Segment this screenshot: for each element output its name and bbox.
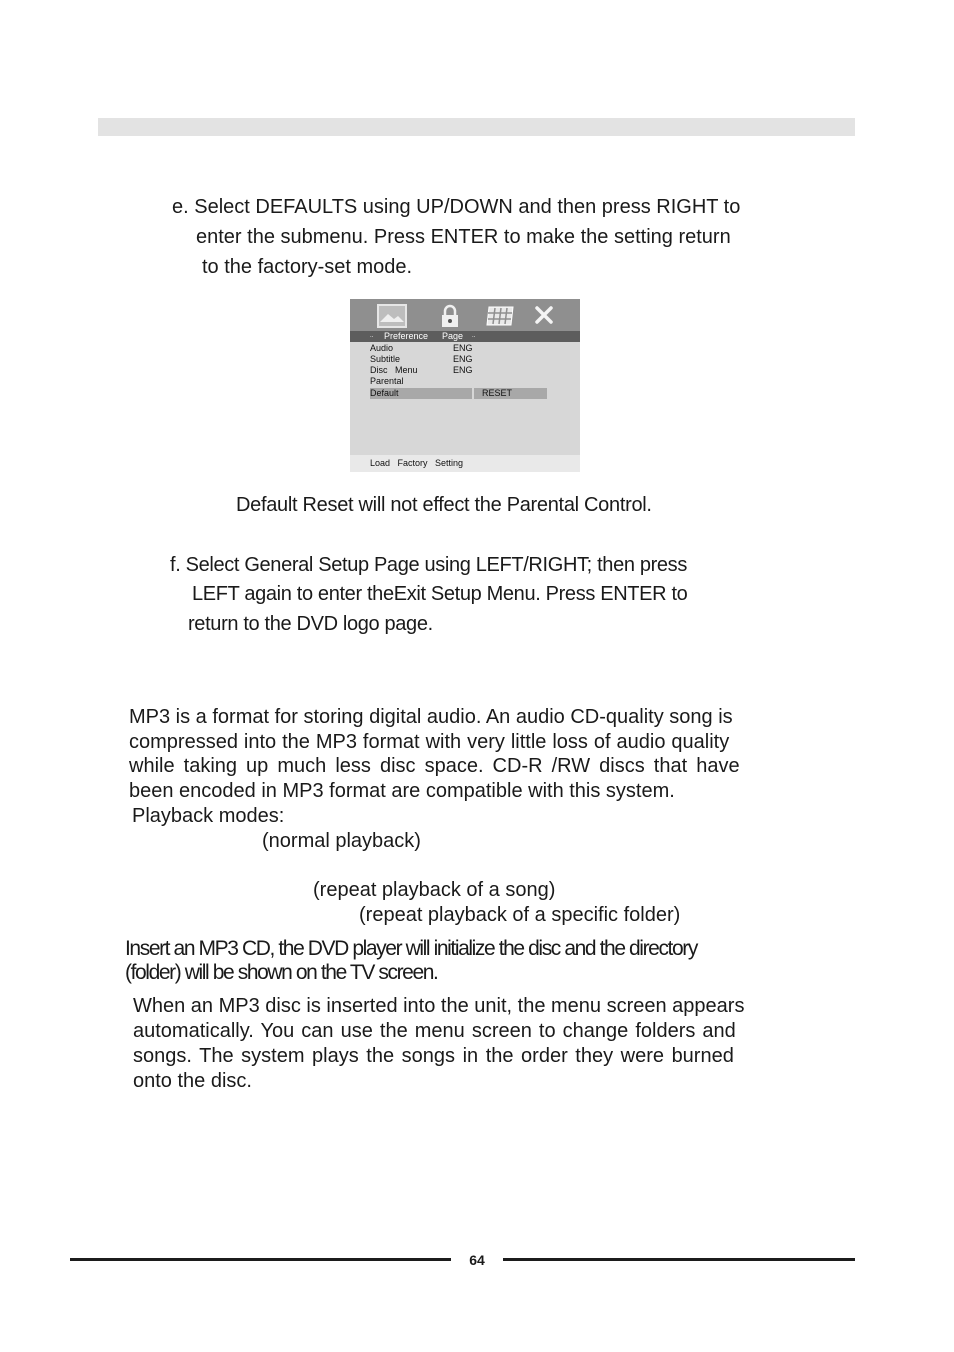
step-e-line-1: e. Select DEFAULTS using UP/DOWN and then press RIGHT to bbox=[172, 196, 741, 218]
osd-header-title-1: Preference bbox=[384, 331, 429, 341]
osd-header-right-marks: .. bbox=[472, 333, 476, 339]
osd-row-value: RESET bbox=[482, 388, 513, 398]
mp3-intro-line-3: while taking up much less disc space. CD-R /RW discs that have bbox=[129, 755, 740, 777]
menu-para-line-3: songs. The system plays the songs in the order they were burned bbox=[133, 1045, 734, 1067]
menu-para-line-4: onto the disc. bbox=[133, 1070, 252, 1092]
grid-icon bbox=[485, 304, 515, 328]
osd-row-parental bbox=[350, 376, 580, 387]
step-e-line-2: enter the submenu. Press ENTER to make the setting return bbox=[196, 226, 731, 248]
mp3-intro-line-2: compressed into the MP3 format with very little loss of audio quality bbox=[129, 731, 730, 753]
step-f-line-1: f. Select General Setup Page using LEFT/RIGHT; then press bbox=[170, 554, 687, 576]
osd-row-label: Audio bbox=[370, 343, 394, 353]
page-number: 64 bbox=[469, 1252, 485, 1268]
osd-header-title-2: Page bbox=[442, 331, 464, 341]
picture-icon bbox=[377, 304, 407, 328]
mp3-intro-line-1: MP3 is a format for storing digital audio. An audio CD-quality song is bbox=[129, 706, 733, 728]
osd-footer bbox=[350, 455, 580, 472]
osd-row-value: ENG bbox=[453, 354, 473, 364]
preference-page-screenshot bbox=[350, 299, 580, 472]
insert-line-2: (folder) will be shown on the TV screen. bbox=[125, 961, 438, 984]
footer-rule-right bbox=[503, 1258, 855, 1261]
osd-row-subtitle bbox=[350, 354, 580, 365]
lock-icon bbox=[440, 304, 460, 328]
step-e-line-3: to the factory-set mode. bbox=[202, 256, 413, 278]
osd-row-label: Default bbox=[370, 388, 399, 398]
header-bar bbox=[98, 118, 855, 136]
osd-row-disc-menu bbox=[350, 365, 580, 376]
osd-icon-bar bbox=[350, 299, 580, 331]
step-f-line-3: return to the DVD logo page. bbox=[188, 613, 433, 635]
playback-modes-label: Playback modes: bbox=[132, 805, 285, 827]
osd-header-left-marks: .. bbox=[370, 333, 374, 339]
osd-footer-text: Load Factory Setting bbox=[370, 458, 464, 468]
osd-row-label: Subtitle bbox=[370, 354, 401, 364]
footer-rule-left bbox=[70, 1258, 451, 1261]
parental-note: Default Reset will not effect the Parental Control. bbox=[236, 494, 652, 516]
close-icon bbox=[533, 304, 555, 328]
menu-para-line-2: automatically. You can use the menu screen to change folders and bbox=[133, 1020, 736, 1042]
osd-row-audio bbox=[350, 343, 580, 354]
osd-row-default bbox=[350, 388, 580, 399]
mode-repeat-folder: (repeat playback of a specific folder) bbox=[359, 904, 681, 926]
osd-header bbox=[350, 331, 580, 342]
mp3-intro-line-4: been encoded in MP3 format are compatible with this system. bbox=[129, 780, 675, 802]
osd-row-value: ENG bbox=[453, 343, 473, 353]
step-f-line-2: LEFT again to enter theExit Setup Menu. Press ENTER to bbox=[192, 583, 688, 605]
osd-row-label: Disc Menu bbox=[370, 365, 418, 375]
osd-row-value: ENG bbox=[453, 365, 473, 375]
osd-row-label: Parental bbox=[370, 376, 404, 386]
insert-line-1: Insert an MP3 CD, the DVD player will initialize the disc and the directory bbox=[125, 937, 697, 960]
mode-normal-playback: (normal playback) bbox=[262, 830, 421, 852]
mode-repeat-song: (repeat playback of a song) bbox=[313, 879, 556, 901]
menu-para-line-1: When an MP3 disc is inserted into the unit, the menu screen appears bbox=[133, 995, 745, 1017]
